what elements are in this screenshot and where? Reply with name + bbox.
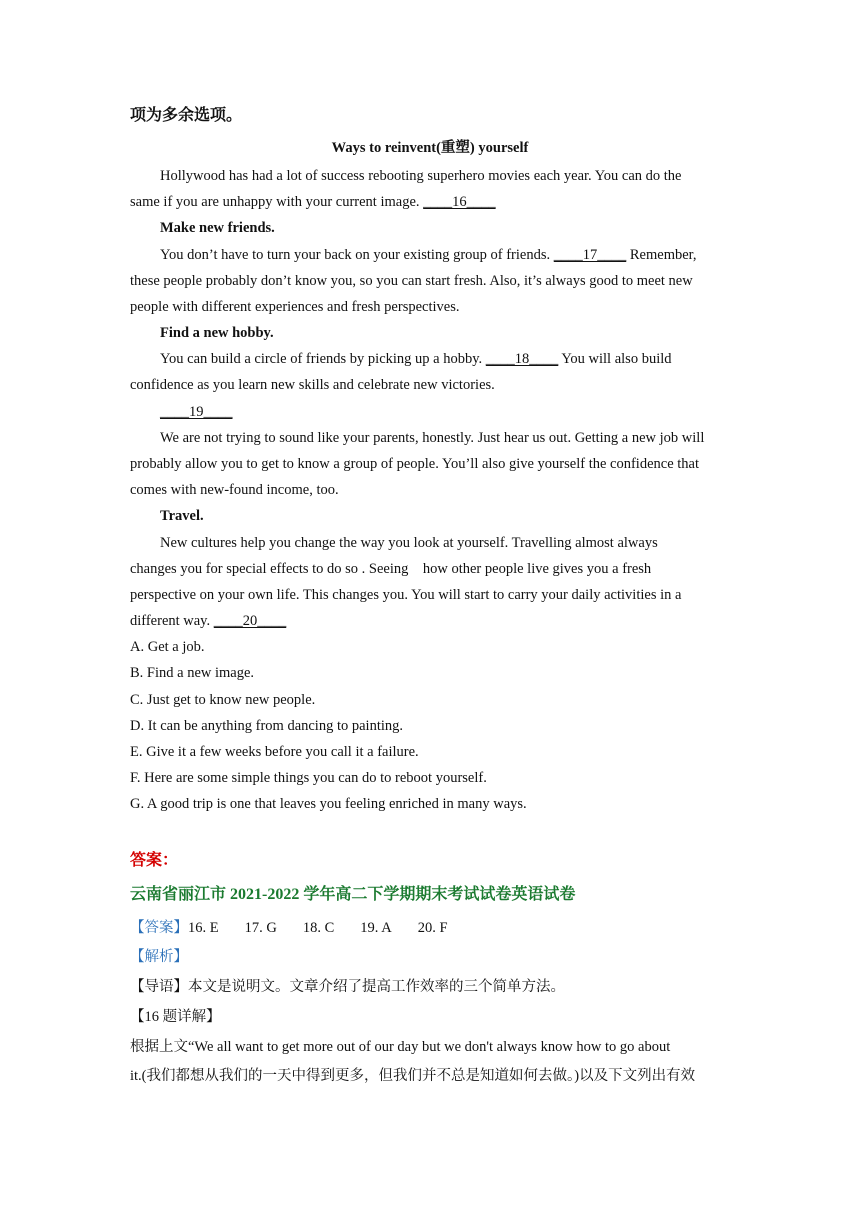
answer-item: 19. A <box>360 920 392 936</box>
blank-18: ____18____ <box>485 351 559 367</box>
paragraph-line: We are not trying to sound like your parents, honestly. Just hear us out. Getting a new job will <box>160 430 705 446</box>
paragraph-line: perspective on your own life. This changes you. You will start to carry your daily activities in a <box>130 587 682 603</box>
paragraph-text: You will also build <box>558 351 672 367</box>
paragraph-line: probably allow you to get to know a group of people. You’ll also give yourself the confidence that <box>130 456 700 472</box>
option-c: C. Just get to know new people. <box>130 692 316 708</box>
paragraph-line: Hollywood has had a lot of success rebooting superhero movies each year. You can do the <box>160 168 682 184</box>
paragraph-line: people with different experiences and fresh perspectives. <box>130 299 460 315</box>
section-heading: Make new friends. <box>160 220 275 236</box>
answer-item: 20. F <box>417 920 448 936</box>
answer-tag: 【答案】 <box>130 920 188 936</box>
blank-20: ____20____ <box>213 613 287 629</box>
option-d: D. It can be anything from dancing to painting. <box>130 718 404 734</box>
guide-tag: 【导语】 <box>130 979 188 995</box>
blank-19: ____19____ <box>160 404 233 420</box>
paragraph-line <box>160 402 233 422</box>
intro-text: 项为多余选项。 <box>130 107 243 124</box>
paragraph-text: You can build a circle of friends by picking up a hobby. <box>160 351 486 367</box>
answer-item: 17. G <box>244 920 277 936</box>
option-a: A. Get a job. <box>130 639 205 655</box>
paragraph-line: comes with new-found income, too. <box>130 482 339 498</box>
paragraph-line: New cultures help you change the way you look at yourself. Travelling almost always <box>160 535 658 551</box>
section-heading: Find a new hobby. <box>160 325 274 341</box>
paragraph-text: same if you are unhappy with your current image. <box>130 194 424 210</box>
paragraph-line: confidence as you learn new skills and celebrate new victories. <box>130 377 495 393</box>
detail-line: it.(我们都想从我们的一天中得到更多，但我们并不总是知道如何去做。)以及下文列出有效 <box>130 1068 696 1084</box>
paragraph-line <box>130 192 496 212</box>
option-f: F. Here are some simple things you can do to reboot yourself. <box>130 770 487 786</box>
source-title: 云南省丽江市 2021-2022 学年高二下学期期末考试试卷英语试卷 <box>130 886 576 903</box>
paragraph-line: changes you for special effects to do so . Seeing how other people live gives you a fresh <box>130 561 652 577</box>
passage-title: Ways to reinvent(重塑) yourself <box>331 140 529 156</box>
detail-line: 根据上文“We all want to get more out of our day but we don't always know how to go about <box>130 1039 671 1055</box>
blank-17: ____17____ <box>553 247 627 263</box>
paragraph-line <box>160 349 672 369</box>
option-e: E. Give it a few weeks before you call it a failure. <box>130 744 419 760</box>
blank-16: ____16____ <box>423 194 496 210</box>
answer-label: 答案： <box>130 852 179 869</box>
paragraph-line <box>130 611 286 631</box>
paragraph-text: different way. <box>130 613 214 629</box>
answer-item: 18. C <box>302 920 335 936</box>
option-g: G. A good trip is one that leaves you feeling enriched in many ways. <box>130 796 527 812</box>
paragraph-text: You don’t have to turn your back on your existing group of friends. <box>160 247 554 263</box>
guide-text: 本文是说明文。文章介绍了提高工作效率的三个简单方法。 <box>188 979 565 995</box>
answer-line <box>130 918 474 938</box>
paragraph-line: these people probably don’t know you, so you can start fresh. Also, it’s always good to meet new <box>130 273 693 289</box>
paragraph-text: Remember, <box>626 247 697 263</box>
analysis-tag: 【解析】 <box>130 949 188 965</box>
paragraph-line <box>160 245 697 265</box>
option-b: B. Find a new image. <box>130 665 255 681</box>
question-16-tag: 【16 题详解】 <box>130 1009 221 1025</box>
answer-item: 16. E <box>188 920 219 936</box>
section-heading: Travel. <box>160 508 204 524</box>
guide-line <box>130 977 565 997</box>
